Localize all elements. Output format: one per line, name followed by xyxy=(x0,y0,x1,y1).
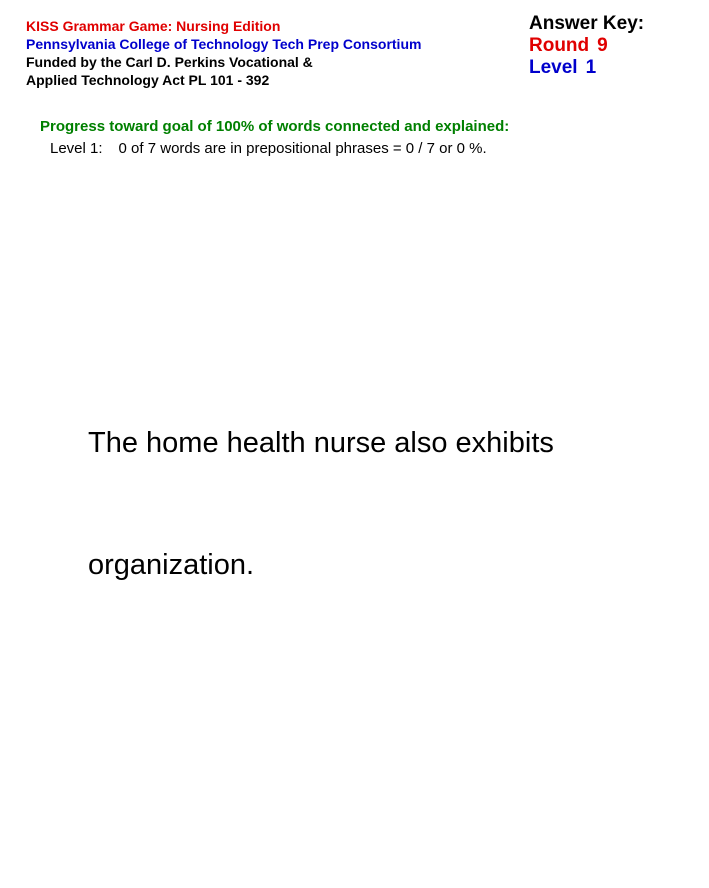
round-value: 9 xyxy=(597,35,608,56)
progress-level-text: 0 of 7 words are in prepositional phrases = 0 / 7 or 0 %. xyxy=(118,140,487,157)
round-label: Round xyxy=(529,35,590,56)
level-value: 1 xyxy=(585,57,597,78)
sentence-line-2: organization. xyxy=(88,549,255,581)
level-label: Level xyxy=(529,57,578,78)
answer-key-round xyxy=(529,35,608,57)
header-consortium: Pennsylvania College of Technology Tech Prep Consortium xyxy=(26,36,422,52)
answer-key-title: Answer Key: xyxy=(529,13,645,34)
progress-title: Progress toward goal of 100% of words connected and explained: xyxy=(40,118,510,135)
header-funding-line1: Funded by the Carl D. Perkins Vocational & xyxy=(26,54,313,70)
header-title: KISS Grammar Game: Nursing Edition xyxy=(26,18,281,34)
sentence xyxy=(88,352,608,657)
progress-line xyxy=(50,140,487,158)
answer-key-level xyxy=(529,57,596,79)
header-funding-line2: Applied Technology Act PL 101 - 392 xyxy=(26,72,270,88)
progress-level-label: Level 1: xyxy=(50,140,103,157)
sentence-line-1: The home health nurse also exhibits xyxy=(88,427,554,459)
